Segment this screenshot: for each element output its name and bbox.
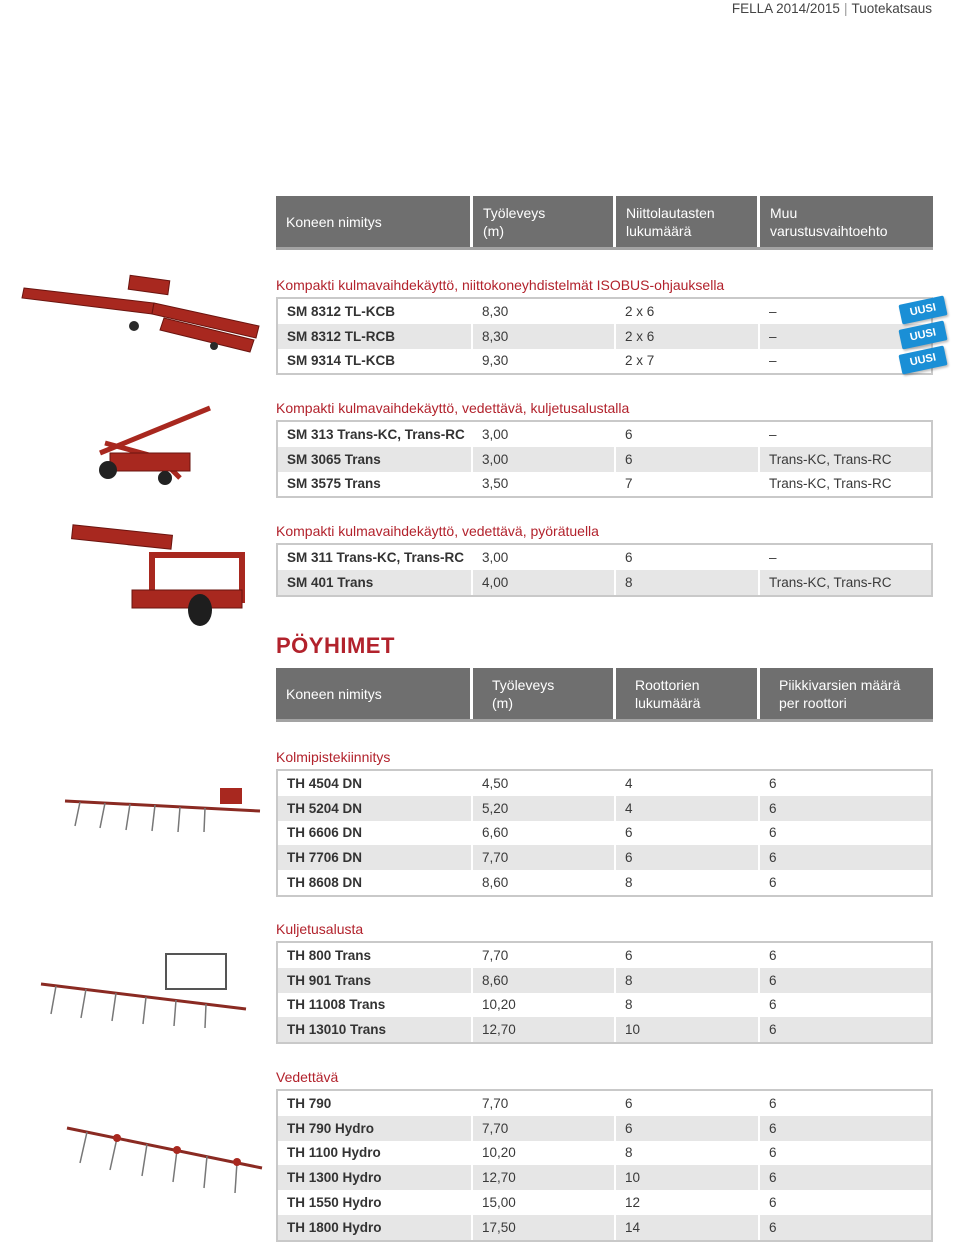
cell-option: – (769, 303, 777, 319)
cell-width: 7,70 (473, 1116, 616, 1141)
col-header-width: Työleveys (m) (473, 196, 616, 247)
cell-count: 6 (616, 821, 760, 846)
col-header-tines: Piikkivarsien määrä per roottori (779, 676, 901, 711)
cell-name: TH 790 (278, 1091, 473, 1116)
cell-count: 6 (616, 943, 760, 968)
table-row (278, 447, 931, 472)
group-title: Vedettävä (276, 1069, 339, 1085)
col-header-discs: Niittolautasten lukumäärä (616, 196, 760, 247)
col-header-rotors: Roottorien lukumäärä (616, 668, 760, 719)
cell-name: SM 3575 Trans (278, 472, 473, 497)
mowers-group-2-table (276, 420, 933, 498)
cell-count: 4 (616, 771, 760, 796)
table-row (278, 1215, 931, 1240)
cell-name: SM 8312 TL-KCB (278, 299, 473, 324)
trailed-tedder-image (62, 1108, 267, 1198)
group-title: Kompakti kulmavaihdekäyttö, vedettävä, kuljetusalustalla (276, 400, 630, 416)
brand-label: FELLA 2014/2015 (731, 1, 840, 16)
table-row (278, 349, 931, 374)
mounted-tedder-image (60, 776, 270, 836)
new-badge: UUSI (898, 320, 947, 349)
cell-option: 6 (769, 875, 777, 891)
table-row (278, 1190, 931, 1215)
cell-count: 6 (616, 545, 760, 570)
cell-option: 6 (769, 1195, 777, 1211)
cell-option: 6 (769, 775, 777, 791)
table-row (278, 943, 931, 968)
mowers-table-header (276, 196, 933, 250)
col-header-width: Työleveys (m) (473, 668, 616, 719)
cell-name: TH 6606 DN (278, 821, 473, 846)
cell-name: TH 11008 Trans (278, 993, 473, 1018)
col-header-name: Koneen nimitys (276, 668, 473, 719)
cell-width: 4,50 (473, 771, 616, 796)
tedders-group-3-table (276, 1089, 933, 1242)
cell-width: 8,30 (473, 324, 616, 349)
transport-tedder-image (36, 944, 256, 1029)
table-row (278, 422, 931, 447)
table-row (278, 1141, 931, 1166)
cell-count: 6 (616, 422, 760, 447)
cell-option: – (769, 328, 777, 344)
cell-name: TH 5204 DN (278, 796, 473, 821)
cell-count: 2 x 6 (616, 299, 760, 324)
cell-name: TH 901 Trans (278, 968, 473, 993)
cell-option: 6 (769, 800, 777, 816)
cell-width: 10,20 (473, 993, 616, 1018)
cell-width: 4,00 (473, 570, 616, 595)
wheeled-mower-image (62, 520, 272, 630)
cell-name: TH 13010 Trans (278, 1017, 473, 1042)
cell-count: 12 (616, 1190, 760, 1215)
cell-count: 8 (616, 570, 760, 595)
table-row (278, 1017, 931, 1042)
group-title: Kuljetusalusta (276, 921, 364, 937)
tedders-group-2-table (276, 941, 933, 1044)
cell-count: 10 (616, 1017, 760, 1042)
trailed-mower-image (90, 398, 225, 493)
cell-count: 6 (616, 447, 760, 472)
cell-name: TH 1800 Hydro (278, 1215, 473, 1240)
cell-name: SM 401 Trans (278, 570, 473, 595)
cell-option: 6 (769, 1022, 777, 1038)
cell-name: SM 313 Trans-KC, Trans-RC (278, 422, 473, 447)
cell-width: 3,00 (473, 422, 616, 447)
cell-width: 3,00 (473, 545, 616, 570)
cell-name: TH 790 Hydro (278, 1116, 473, 1141)
cell-option: 6 (769, 1095, 777, 1111)
cell-option: 6 (769, 972, 777, 988)
cell-width: 7,70 (473, 943, 616, 968)
cell-count: 8 (616, 870, 760, 895)
cell-option: 6 (769, 1145, 777, 1161)
cell-name: SM 3065 Trans (278, 447, 473, 472)
cell-option: 6 (769, 947, 777, 963)
cell-name: TH 7706 DN (278, 845, 473, 870)
col-header-options: Muu varustusvaihtoehto (770, 204, 888, 239)
col-header-name: Koneen nimitys (276, 196, 473, 247)
cell-option: 6 (769, 825, 777, 841)
cell-width: 7,70 (473, 1091, 616, 1116)
cell-width: 6,60 (473, 821, 616, 846)
cell-count: 14 (616, 1215, 760, 1240)
cell-count: 2 x 6 (616, 324, 760, 349)
cell-width: 3,50 (473, 472, 616, 497)
table-row (278, 845, 931, 870)
table-row (278, 968, 931, 993)
group-title: Kompakti kulmavaihdekäyttö, vedettävä, pyörätuella (276, 523, 599, 539)
section-heading: PÖYHIMET (276, 633, 395, 658)
cell-width: 8,60 (473, 968, 616, 993)
cell-name: SM 311 Trans-KC, Trans-RC (278, 545, 473, 570)
table-row (278, 870, 931, 895)
table-row (278, 821, 931, 846)
table-row (278, 796, 931, 821)
cell-width: 7,70 (473, 845, 616, 870)
group-title: Kompakti kulmavaihdekäyttö, niittokoneyhdistelmät ISOBUS-ohjauksella (276, 277, 725, 293)
table-row (278, 771, 931, 796)
cell-option: Trans-KC, Trans-RC (769, 574, 892, 590)
cell-option: – (769, 353, 777, 369)
page-header (732, 1, 932, 16)
table-row (278, 299, 931, 324)
header-divider: | (843, 1, 848, 16)
table-row (278, 1091, 931, 1116)
cell-name: TH 800 Trans (278, 943, 473, 968)
cell-option: 6 (769, 1219, 777, 1235)
table-row (278, 545, 931, 570)
table-row (278, 993, 931, 1018)
cell-count: 4 (616, 796, 760, 821)
section-label: Tuotekatsaus (851, 1, 932, 16)
cell-width: 10,20 (473, 1141, 616, 1166)
table-row (278, 570, 931, 595)
cell-option: – (769, 549, 777, 565)
table-row (278, 324, 931, 349)
cell-width: 12,70 (473, 1017, 616, 1042)
cell-option: 6 (769, 1120, 777, 1136)
cell-option: Trans-KC, Trans-RC (769, 451, 892, 467)
cell-width: 17,50 (473, 1215, 616, 1240)
new-badge: UUSI (898, 295, 947, 324)
cell-name: TH 1300 Hydro (278, 1165, 473, 1190)
cell-name: TH 1550 Hydro (278, 1190, 473, 1215)
cell-width: 8,60 (473, 870, 616, 895)
cell-count: 6 (616, 1091, 760, 1116)
mower-combination-image (14, 268, 269, 358)
cell-count: 2 x 7 (616, 349, 760, 374)
cell-name: SM 9314 TL-KCB (278, 349, 473, 374)
cell-width: 9,30 (473, 349, 616, 374)
mowers-group-3-table (276, 543, 933, 597)
new-badge: UUSI (898, 345, 947, 374)
cell-count: 6 (616, 1116, 760, 1141)
cell-option: 6 (769, 1170, 777, 1186)
table-row (278, 1165, 931, 1190)
cell-option: 6 (769, 850, 777, 866)
table-row (278, 472, 931, 497)
cell-count: 10 (616, 1165, 760, 1190)
cell-count: 6 (616, 845, 760, 870)
mowers-group-1-table (276, 297, 933, 375)
cell-option: Trans-KC, Trans-RC (769, 476, 892, 492)
cell-width: 8,30 (473, 299, 616, 324)
cell-name: TH 4504 DN (278, 771, 473, 796)
cell-width: 12,70 (473, 1165, 616, 1190)
cell-name: TH 8608 DN (278, 870, 473, 895)
cell-option: 6 (769, 997, 777, 1013)
cell-width: 5,20 (473, 796, 616, 821)
cell-width: 15,00 (473, 1190, 616, 1215)
tedders-table-header (276, 668, 933, 722)
cell-count: 8 (616, 1141, 760, 1166)
group-title: Kolmipistekiinnitys (276, 749, 391, 765)
cell-option: – (769, 426, 777, 442)
cell-width: 3,00 (473, 447, 616, 472)
cell-count: 8 (616, 993, 760, 1018)
table-row (278, 1116, 931, 1141)
cell-count: 8 (616, 968, 760, 993)
tedders-group-1-table (276, 769, 933, 897)
cell-count: 7 (616, 472, 760, 497)
cell-name: TH 1100 Hydro (278, 1141, 473, 1166)
cell-name: SM 8312 TL-RCB (278, 324, 473, 349)
